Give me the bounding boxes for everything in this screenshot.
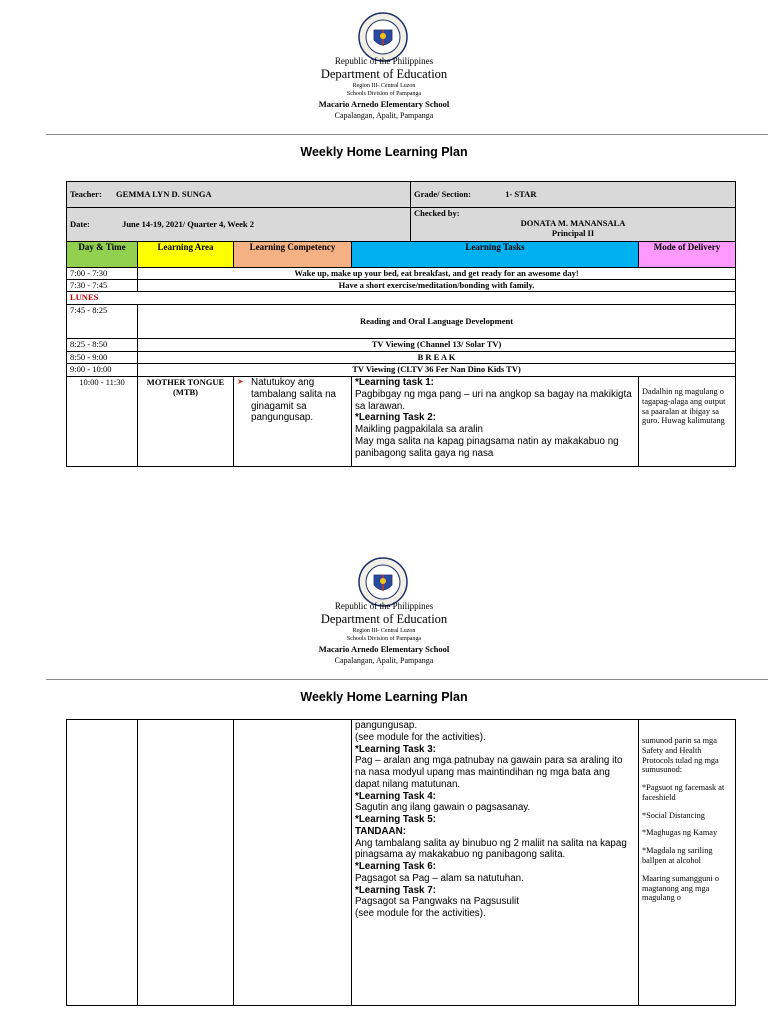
republic-text: Republic of the Philippines	[334, 56, 434, 66]
delivery-text: *Magdala ng sariling ballpen at alcohol	[642, 846, 713, 866]
task-text: Sagutin ang ilang gawain o pagsasanay.	[355, 802, 531, 814]
time-cell: 7:00 - 7:30	[67, 268, 138, 280]
task-text: Ang tambalang salita ay binubuo ng 2 maliit na salita na kapag pinagsama ay makakabuo ng panibagong salita.	[355, 837, 627, 861]
learning-area-cell	[138, 720, 234, 1006]
deped-seal-icon	[358, 557, 408, 607]
header-divider	[46, 134, 768, 135]
learning-area-cell: MOTHER TONGUE (MTB)	[138, 377, 234, 467]
date-label: Date:	[70, 219, 90, 230]
activity-cell: Have a short exercise/meditation/bonding with family.	[138, 280, 736, 292]
delivery-cell: Dadalhin ng magulang o tagapag-alaga ang output sa paaralan at ibigay sa guro. Huwag kalimutang	[639, 377, 736, 467]
checked-name: DONATA M. MANANSALA	[520, 218, 626, 229]
time-cell: 7:45 - 8:25	[67, 305, 138, 339]
col-mode-of-delivery: Mode of Delivery	[639, 242, 736, 268]
break-cell: B R E A K	[138, 352, 736, 364]
col-learning-tasks: Learning Tasks	[352, 242, 639, 268]
activity-cell: Wake up, make up your bed, eat breakfast, and get ready for an awesome day!	[138, 268, 736, 280]
tasks-cell	[352, 720, 639, 1006]
deped-seal-icon	[358, 12, 408, 62]
competency-cell	[234, 377, 352, 467]
school-address: Capalangan, Apalit, Pampanga	[334, 656, 434, 665]
task-label: *Learning Task 7:	[355, 884, 436, 896]
region-text: Region III- Central Luzon	[352, 83, 416, 89]
page-title: Weekly Home Learning Plan	[300, 145, 468, 159]
school-address: Capalangan, Apalit, Pampanga	[334, 111, 434, 120]
col-learning-competency: Learning Competency	[234, 242, 352, 268]
activity-cell: Reading and Oral Language Development	[138, 305, 736, 339]
department-text: Department of Education	[320, 67, 448, 81]
page-title: Weekly Home Learning Plan	[300, 690, 468, 704]
task-label: *Learning Task 5:	[355, 814, 436, 825]
delivery-text: *Pagsuot ng facemask at faceshield	[642, 783, 725, 802]
col-learning-area: Learning Area	[138, 242, 234, 268]
date-value: June 14-19, 2021/ Quarter 4, Week 2	[122, 219, 254, 230]
weekly-plan-table-continued	[66, 719, 736, 1006]
page-2	[0, 545, 768, 1024]
checked-title: Principal II	[551, 228, 595, 239]
tandaan-label: TANDAAN:	[355, 825, 406, 837]
grade-value: 1- STAR	[505, 189, 537, 200]
delivery-text: sumunod parin sa mga Safety and Health Protocols tulad ng mga sumusunod:	[642, 736, 719, 775]
time-cell	[67, 720, 138, 1006]
delivery-text: *Social Distancing	[642, 810, 705, 820]
page-1	[0, 0, 768, 500]
time-cell: 10:00 - 11:30	[67, 377, 138, 467]
department-text: Department of Education	[320, 612, 448, 626]
division-text: Schools Division of Pampanga	[346, 636, 422, 642]
task-label: *Learning Task 4:	[355, 790, 436, 802]
region-text: Region III- Central Luzon	[352, 628, 416, 634]
activity-cell: TV Viewing (CLTV 36 Fer Nan Dino Kids TV)	[138, 364, 736, 377]
col-day-time: Day & Time	[67, 242, 138, 268]
grade-cell	[411, 182, 736, 208]
competency-text: Natutukoy ang tambalang salita na ginagamit sa pangungusap.	[251, 377, 336, 424]
task-text: (see module for the activities).	[355, 731, 486, 743]
republic-text: Republic of the Philippines	[334, 601, 434, 611]
delivery-cell	[639, 720, 736, 1006]
grade-label: Grade/ Section:	[414, 189, 471, 200]
teacher-label: Teacher:	[70, 189, 102, 200]
task-text: May mga salita na kapag pinagsama natin ay makakabuo ng panibagong salita gaya ng nasa	[355, 435, 619, 459]
school-name: Macario Arnedo Elementary School	[318, 99, 450, 109]
teacher-cell	[67, 182, 411, 208]
tasks-cell	[352, 377, 639, 467]
task-text: Pagbibgay ng mga pang – uri na angkop sa bagay na makikigta sa larawan.	[355, 388, 632, 412]
task-text: (see module for the activities).	[355, 908, 486, 919]
checked-label: Checked by:	[414, 208, 460, 218]
time-cell: 9:00 - 10:00	[67, 364, 138, 377]
task-label: *Learning task 1:	[355, 377, 434, 388]
checked-cell	[411, 208, 736, 242]
time-cell: 7:30 - 7:45	[67, 280, 138, 292]
task-text: Maikling pagpakilala sa aralin	[355, 424, 483, 435]
activity-cell: TV Viewing (Channel 13/ Solar TV)	[138, 339, 736, 352]
bullet-arrow-icon: ➤	[237, 377, 244, 386]
time-cell: 8:25 - 8:50	[67, 339, 138, 352]
task-text: pangungusap.	[355, 720, 418, 731]
date-cell	[67, 208, 411, 242]
teacher-name: GEMMA LYN D. SUNGA	[116, 189, 212, 200]
delivery-text: Maaring sumanggunі o magtanong ang mga magulang o	[642, 873, 719, 903]
competency-cell	[234, 720, 352, 1006]
task-text: Pag – aralan ang mga patnubay na gawain para sa araling ito na nasa modyul upang mas maintindihan ng mga bata ang dapat nilang matutunan.	[355, 755, 623, 790]
school-name: Macario Arnedo Elementary School	[318, 644, 450, 654]
weekly-plan-table	[66, 181, 736, 467]
day-label-lunes: LUNES	[67, 292, 736, 305]
delivery-text: *Maghugas ng Kamay	[642, 828, 718, 838]
task-text: Pagsagot sa Pangwaks na Pagsusulit	[355, 896, 519, 908]
task-label: *Learning Task 3:	[355, 743, 436, 755]
task-label: *Learning Task 6:	[355, 861, 436, 872]
task-text: Pagsagot sa Pag – alam sa natutuhan.	[355, 872, 524, 884]
header-divider	[46, 679, 768, 680]
division-text: Schools Division of Pampanga	[346, 91, 422, 97]
time-cell: 8:50 - 9:00	[67, 352, 138, 364]
task-label: *Learning Task 2:	[355, 412, 436, 424]
